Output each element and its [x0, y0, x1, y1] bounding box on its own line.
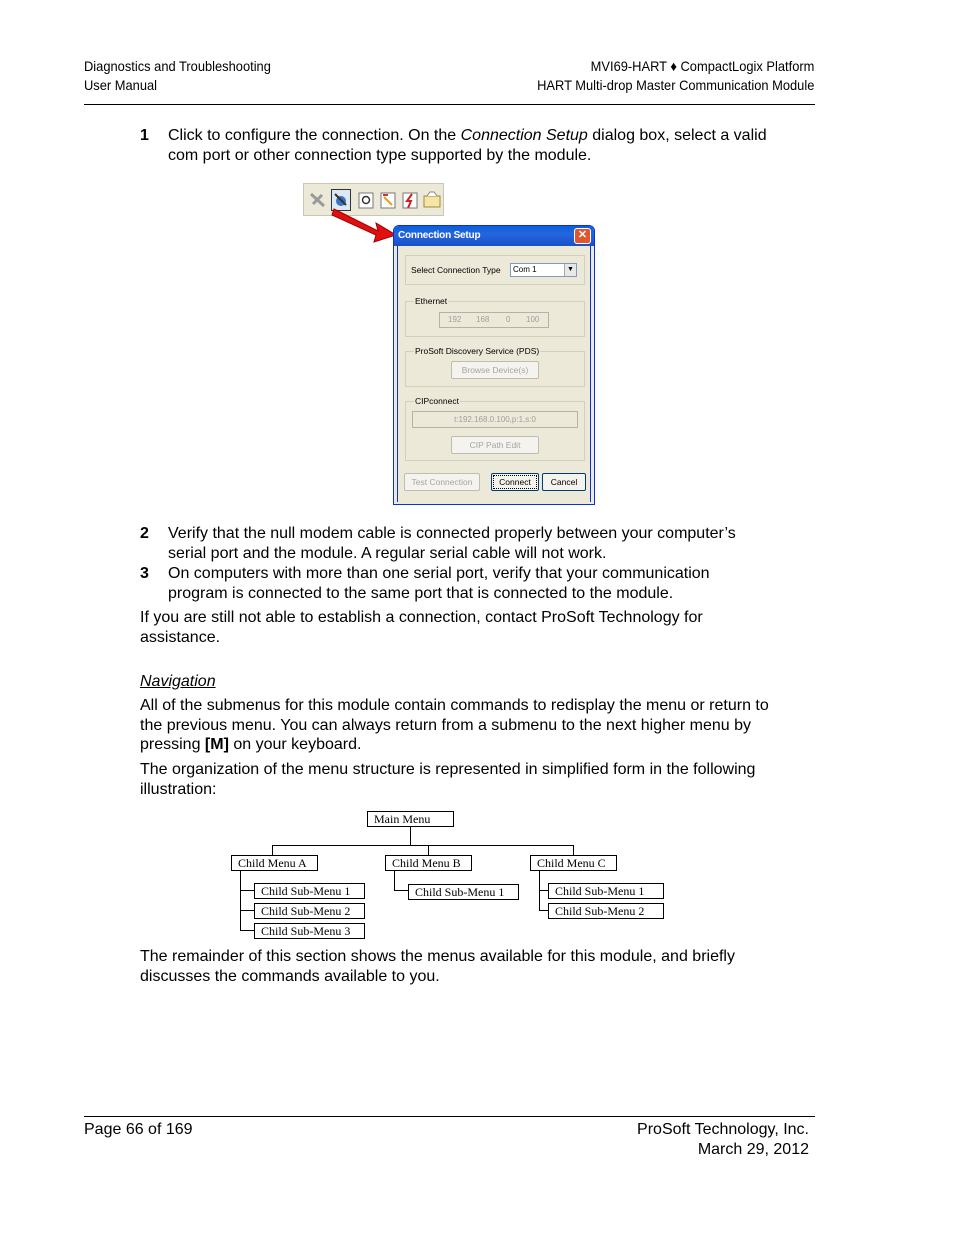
connector-line: [240, 890, 254, 891]
c-sub-menu-1: Child Sub-Menu 1: [548, 883, 664, 899]
c-sub-menu-2: Child Sub-Menu 2: [548, 903, 664, 919]
test-connection-button[interactable]: Test Connection: [404, 473, 480, 491]
company-name: ProSoft Technology, Inc.: [637, 1121, 809, 1138]
remainder-paragraph: The remainder of this section shows the menus available for this module, and briefly discusses the commands available to you.: [140, 948, 735, 985]
ip-address-field[interactable]: [439, 312, 549, 328]
pds-label: ProSoft Discovery Service (PDS): [415, 346, 540, 356]
close-icon[interactable]: ✕: [574, 228, 591, 244]
connector-line: [240, 930, 254, 931]
connection-type-select[interactable]: [510, 263, 577, 277]
a-sub-menu-1: Child Sub-Menu 1: [254, 883, 365, 899]
connection-type-group: [405, 255, 585, 285]
header-left: [84, 57, 271, 95]
main-menu-box: Main Menu: [367, 811, 454, 827]
a-sub-menu-2: Child Sub-Menu 2: [254, 903, 365, 919]
header-product-subtitle: HART Multi-drop Master Communication Module: [536, 77, 814, 93]
chevron-down-icon[interactable]: ▼: [564, 264, 576, 276]
pointer-arrow-icon: [330, 205, 402, 245]
connection-setup-dialog: [393, 225, 595, 505]
cip-path-field[interactable]: t:192.168.0.100,p:1,s:0: [412, 411, 578, 428]
header-right: [537, 57, 814, 95]
folder-icon[interactable]: [422, 189, 442, 211]
connector-line: [272, 845, 574, 846]
connection-type-value: Com 1: [513, 265, 537, 274]
page-number: Page 66 of 169: [84, 1121, 193, 1138]
connector-line: [394, 890, 408, 891]
organization-paragraph: The organization of the menu structure is represented in simplified form in the following illustration:: [140, 761, 756, 798]
b-sub-menu-1: Child Sub-Menu 1: [408, 884, 519, 900]
connector-line: [539, 871, 540, 911]
disconnect-icon[interactable]: [308, 189, 328, 211]
connector-line: [240, 910, 254, 911]
cip-path-edit-button[interactable]: CIP Path Edit: [451, 436, 539, 454]
browse-devices-button[interactable]: Browse Device(s): [451, 361, 539, 379]
step-number: 2: [140, 525, 149, 542]
a-sub-menu-3: Child Sub-Menu 3: [254, 923, 365, 939]
step-text-pre: Click to configure the connection. On the: [168, 127, 461, 144]
dialog-body: [397, 246, 591, 502]
header-section-title: Diagnostics and Troubleshooting: [84, 58, 271, 74]
connector-line: [240, 871, 241, 931]
connector-line: [394, 871, 395, 891]
contact-paragraph: If you are still not able to establish a connection, contact ProSoft Technology for assistance.: [140, 609, 703, 646]
navigation-heading: Navigation: [140, 673, 216, 690]
header-product: MVI69-HART ♦ CompactLogix Platform: [590, 58, 814, 74]
key-hint: [M]: [204, 736, 229, 753]
ip-octet-4: 100: [526, 315, 540, 324]
step-number: 3: [140, 565, 149, 582]
step-text-post: dialog box, select a valid com port or other connection type supported by the module.: [168, 127, 767, 164]
footer-divider: [84, 1116, 815, 1117]
step-number: 1: [140, 127, 149, 144]
child-menu-a-box: Child Menu A: [231, 855, 318, 871]
nav-text-post: on your keyboard.: [228, 736, 362, 753]
cancel-button[interactable]: Cancel: [542, 473, 586, 491]
child-menu-c-box: Child Menu C: [530, 855, 617, 871]
flash-icon[interactable]: [401, 189, 421, 211]
header-doc-type: User Manual: [84, 77, 158, 93]
child-menu-b-box: Child Menu B: [385, 855, 472, 871]
step-text: [168, 126, 768, 165]
dialog-title: Connection Setup: [398, 230, 481, 241]
ip-octet-2: 168: [476, 315, 490, 324]
footer-right: [637, 1120, 809, 1160]
ip-octet-1: 192: [448, 315, 462, 324]
cipconnect-label: CIPconnect: [415, 396, 459, 406]
navigation-paragraph: [140, 696, 780, 755]
step-text: Verify that the null modem cable is connected properly between your computer’s serial port and the module. A regular serial cable will not work.: [168, 525, 736, 562]
dialog-titlebar: [394, 226, 594, 246]
ip-octet-3: 0: [506, 315, 511, 324]
ethernet-label: Ethernet: [415, 296, 448, 306]
nav-text-pre: All of the submenus for this module contain commands to redisplay the menu or return to the previous menu. You can always return from a submenu to the next higher menu by pressing: [140, 697, 769, 753]
connection-type-label: Select Connection Type: [411, 265, 501, 275]
connect-button[interactable]: Connect: [491, 473, 539, 491]
step-text: On computers with more than one serial port, verify that your communication program is connected to the same port that is connected to the module.: [168, 565, 710, 602]
dialog-name-emphasis: Connection Setup: [460, 127, 588, 144]
header-divider: [84, 104, 815, 105]
connector-line: [410, 827, 411, 845]
publish-date: March 29, 2012: [697, 1141, 809, 1158]
